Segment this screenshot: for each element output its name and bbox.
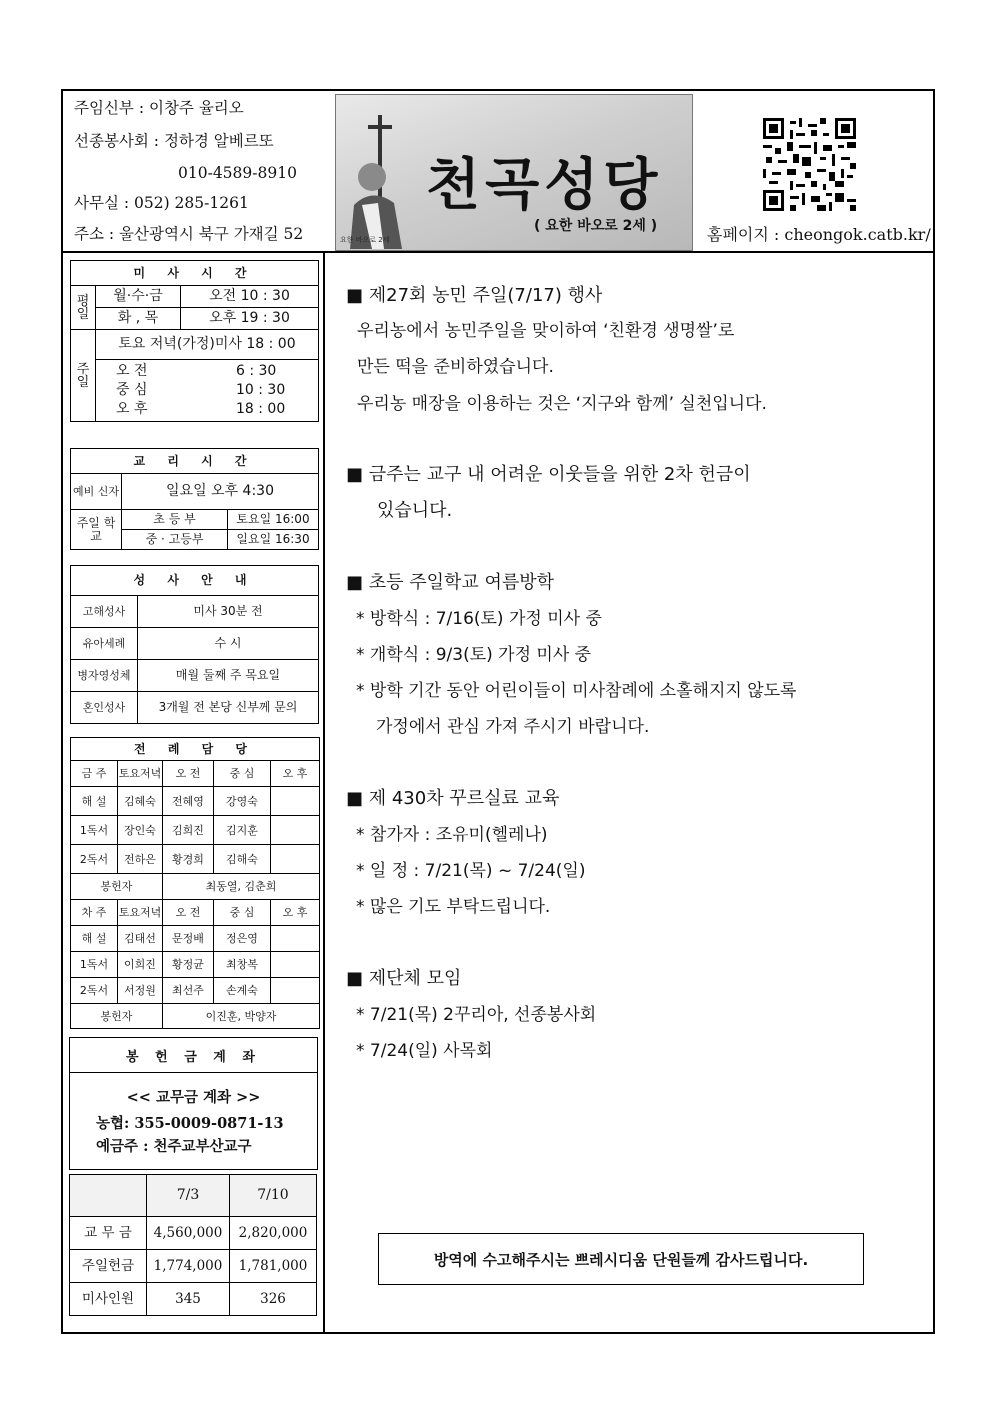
liturgy-cell (271, 926, 320, 952)
notice-title: ■ 초등 주일학교 여름방학 (346, 572, 555, 593)
liturgy-role: 2독서 (71, 845, 118, 874)
liturgy-cell: 김지훈 (214, 816, 271, 845)
stats-cell: 345 (147, 1283, 230, 1316)
notice-title: ■ 금주는 교구 내 어려운 이웃들을 위한 2차 헌금이 (346, 464, 751, 485)
sunday-mass-row: 오 후 18 : 00 (116, 401, 286, 417)
notice-text: 있습니다. (377, 500, 453, 521)
liturgy-title: 전 례 담 당 (71, 738, 320, 761)
notice-text: 우리농 매장을 이용하는 것은 ‘지구와 함께’ 실천입니다. (357, 394, 767, 414)
notice-text: 가정에서 관심 가져 주시기 바랍니다. (376, 717, 650, 737)
catechumen-time: 일요일 오후 4:30 (122, 474, 319, 510)
mass-times-title: 미 사 시 간 (71, 261, 319, 286)
office-phone: 사무실 : 052) 285-1261 (74, 194, 249, 212)
photo-caption: 요한 바오로 2세 (340, 236, 390, 244)
liturgy-role: 해 설 (71, 787, 118, 816)
liturgy-header: 오 전 (163, 761, 214, 787)
liturgy-cell: 전하은 (118, 845, 163, 874)
sunday-mass-row: 중 심 10 : 30 (116, 382, 286, 398)
notice-title: ■ 제 430차 꾸르실료 교육 (346, 788, 560, 809)
liturgy-cell: 정은영 (214, 926, 271, 952)
sacrament-name: 혼인성사 (71, 692, 138, 724)
sacrament-value: 매월 둘째 주 목요일 (138, 660, 319, 692)
weekday-days: 월·수·금 (96, 286, 181, 308)
church-banner (335, 94, 693, 251)
notice-text: * 7/24(일) 사목회 (356, 1041, 493, 1061)
stats-row-label: 미사인원 (70, 1283, 147, 1316)
offering-title: 봉 헌 금 계 좌 (70, 1038, 317, 1073)
sacraments-table (70, 565, 319, 724)
liturgy-header: 오 후 (271, 761, 320, 787)
liturgy-cell: 장인숙 (118, 816, 163, 845)
liturgy-cell: 김해숙 (214, 845, 271, 874)
catechumen-label: 예비 신자 (71, 474, 122, 510)
sacrament-name: 고해성사 (71, 596, 138, 628)
liturgy-cell: 황경희 (163, 845, 214, 874)
school-time: 일요일 16:30 (228, 530, 319, 550)
offerer-label: 봉헌자 (71, 874, 163, 900)
liturgy-header: 토요저녁 (118, 761, 163, 787)
thanks-box: 방역에 수고해주시는 쁘레시디움 단원들께 감사드립니다. (378, 1233, 864, 1285)
sacraments-title: 성 사 안 내 (71, 566, 319, 596)
pope-figure-image (342, 115, 422, 249)
stats-table (69, 1174, 317, 1316)
sacrament-name: 병자영성체 (71, 660, 138, 692)
liturgy-cell: 황정균 (163, 952, 214, 978)
school-dept: 중 · 고등부 (122, 530, 228, 550)
sacrament-name: 유아세례 (71, 628, 138, 660)
saturday-mass: 토요 저녁(가정)미사 18 : 00 (96, 330, 319, 360)
notice-text: * 개학식 : 9/3(토) 가정 미사 중 (356, 645, 592, 665)
liturgy-table (70, 737, 320, 1029)
liturgy-role: 해 설 (71, 926, 118, 952)
stats-cell: 4,560,000 (147, 1217, 230, 1250)
church-name: 천곡성당 (426, 153, 663, 218)
offerer-names: 이진훈, 박양자 (163, 1004, 320, 1029)
sacrament-value: 수 시 (138, 628, 319, 660)
stats-cell: 2,820,000 (230, 1217, 317, 1250)
church-address: 주소 : 울산광역시 북구 가재길 52 (74, 225, 304, 243)
mass-times-table (70, 260, 319, 422)
catechism-title: 교 리 시 간 (71, 449, 319, 474)
notice-text: * 방학식 : 7/16(토) 가정 미사 중 (356, 609, 602, 629)
liturgy-cell: 손계숙 (214, 978, 271, 1004)
sunday-mass-row: 오 전 6 : 30 (116, 363, 277, 379)
liturgy-cell: 서정원 (118, 978, 163, 1004)
patron-label: ( 요한 바오로 2세 ) (534, 218, 658, 234)
school-dept: 초 등 부 (122, 510, 228, 530)
liturgy-cell (271, 816, 320, 845)
liturgy-header: 금 주 (71, 761, 118, 787)
notice-text: * 일 정 : 7/21(목) ~ 7/24(일) (356, 861, 586, 881)
liturgy-cell: 문정배 (163, 926, 214, 952)
sunday-school-label: 주일 학교 (71, 510, 122, 550)
offerer-names: 최동열, 김춘희 (163, 874, 320, 900)
stats-cell: 1,781,000 (230, 1250, 317, 1283)
liturgy-header: 오 전 (163, 900, 214, 926)
weekday-time: 오후 19 : 30 (181, 308, 319, 330)
notice-title: ■ 제단체 모임 (346, 968, 462, 989)
liturgy-cell: 김태선 (118, 926, 163, 952)
column-divider (323, 251, 325, 1334)
liturgy-cell: 최선주 (163, 978, 214, 1004)
liturgy-cell: 김희진 (163, 816, 214, 845)
notice-text: * 참가자 : 조유미(헬레나) (356, 825, 548, 845)
liturgy-cell (271, 845, 320, 874)
council-line: 선종봉사회 : 정하경 알베르또 (74, 132, 274, 150)
liturgy-header: 중 심 (214, 761, 271, 787)
liturgy-cell: 전혜영 (163, 787, 214, 816)
liturgy-cell: 최창복 (214, 952, 271, 978)
liturgy-cell (271, 978, 320, 1004)
liturgy-cell: 김혜숙 (118, 787, 163, 816)
weekday-time: 오전 10 : 30 (181, 286, 319, 308)
notice-text: * 많은 기도 부탁드립니다. (356, 897, 551, 917)
offering-line: << 교무금 계좌 >> (126, 1089, 261, 1106)
liturgy-role: 1독서 (71, 816, 118, 845)
liturgy-cell: 이희진 (118, 952, 163, 978)
catechism-table (70, 448, 319, 550)
stats-cell: 1,774,000 (147, 1250, 230, 1283)
weekday-days: 화 , 목 (96, 308, 181, 330)
notice-text: * 7/21(목) 2꾸리아, 선종봉사회 (356, 1005, 597, 1025)
liturgy-header: 중 심 (214, 900, 271, 926)
homepage-link[interactable]: 홈페이지 : cheongok.catb.kr/ (707, 225, 931, 244)
liturgy-cell (271, 787, 320, 816)
council-phone: 010-4589-8910 (178, 164, 297, 182)
stats-header: 7/10 (230, 1175, 317, 1217)
account-holder: 예금주 : 천주교부산교구 (96, 1138, 252, 1155)
sunday-label: 주일 (71, 330, 96, 422)
liturgy-role: 2독서 (71, 978, 118, 1004)
header-divider (61, 251, 935, 253)
sacrament-value: 미사 30분 전 (138, 596, 319, 628)
pastor-line: 주임신부 : 이창주 율리오 (74, 99, 244, 117)
qr-code-icon[interactable] (763, 118, 856, 211)
liturgy-header: 차 주 (71, 900, 118, 926)
offerer-label: 봉헌자 (71, 1004, 163, 1029)
liturgy-cell (271, 952, 320, 978)
stats-row-label: 주일헌금 (70, 1250, 147, 1283)
offering-account-box (69, 1037, 318, 1170)
liturgy-cell: 강영숙 (214, 787, 271, 816)
liturgy-role: 1독서 (71, 952, 118, 978)
notice-title: ■ 제27회 농민 주일(7/17) 행사 (346, 285, 603, 306)
notice-text: 우리농에서 농민주일을 맞이하여 ‘친환경 생명쌀’로 (357, 321, 735, 341)
stats-header (70, 1175, 147, 1217)
weekday-label: 평일 (71, 286, 96, 330)
bank-account: 농협: 355-0009-0871-13 (96, 1115, 284, 1132)
stats-row-label: 교 무 금 (70, 1217, 147, 1250)
stats-header: 7/3 (147, 1175, 230, 1217)
notice-text: * 방학 기간 동안 어린이들이 미사참례에 소홀해지지 않도록 (356, 681, 797, 701)
school-time: 토요일 16:00 (228, 510, 319, 530)
liturgy-header: 토요저녁 (118, 900, 163, 926)
liturgy-header: 오 후 (271, 900, 320, 926)
sacrament-value: 3개월 전 본당 신부께 문의 (138, 692, 319, 724)
notice-text: 만든 떡을 준비하였습니다. (357, 357, 554, 377)
stats-cell: 326 (230, 1283, 317, 1316)
